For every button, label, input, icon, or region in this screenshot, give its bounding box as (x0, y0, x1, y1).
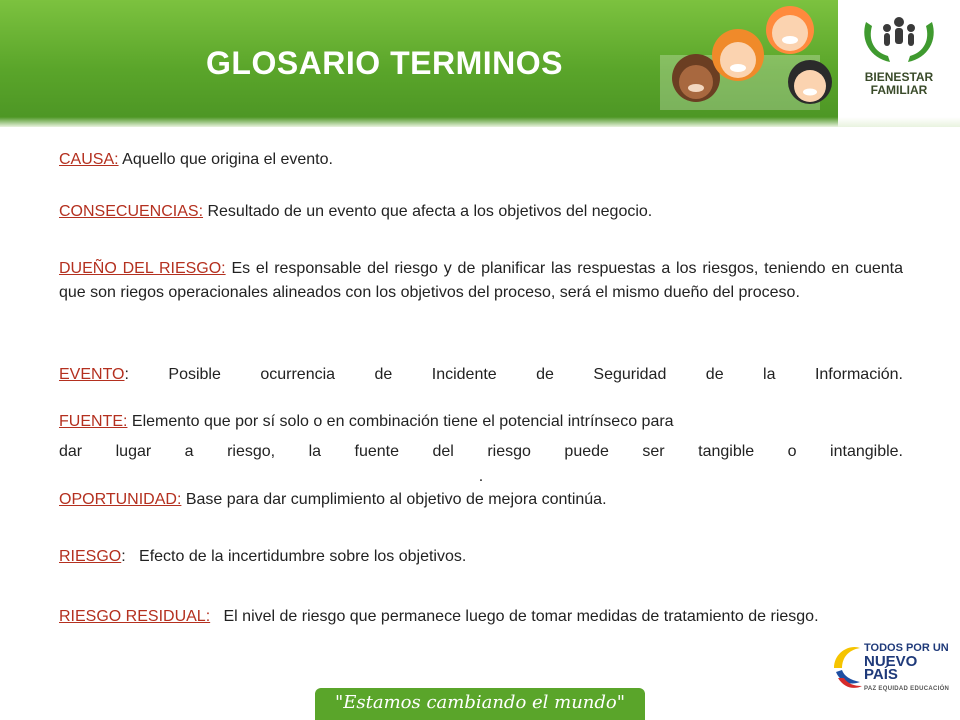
flag-swirl-icon (830, 638, 864, 694)
term-label: RIESGO RESIDUAL: (59, 608, 211, 625)
glossary-item-riesgo-residual (59, 605, 903, 629)
term-definition: Es el responsable del riesgo y de planificar las respuestas a los riesgos, teniendo en cuenta que son riegos operacionales alineados con los objetivos del proceso, será el mismo dueño del proceso. (59, 260, 903, 301)
glossary-item-fuente-continuation: dar lugar a riesgo, la fuente del riesgo puede ser tangible o intangible. (59, 443, 903, 460)
logo-text-line1: BIENESTAR (864, 70, 934, 84)
term-label: FUENTE: (59, 413, 128, 430)
header-banner (0, 0, 960, 127)
glossary-item-oportunidad (59, 488, 903, 512)
term-label: CONSECUENCIAS: (59, 203, 204, 220)
term-label: DUEÑO DEL RIESGO: (59, 260, 226, 277)
term-definition: Resultado de un evento que afecta a los objetivos del negocio. (203, 203, 653, 220)
term-label: CAUSA: (59, 151, 119, 168)
gov-text-line3: PAZ EQUIDAD EDUCACIÓN (864, 686, 950, 692)
gov-text-line1: TODOS POR UN (864, 642, 949, 654)
term-definition: El nivel de riesgo que permanece luego de tomar medidas de tratamiento de riesgo. (210, 608, 819, 625)
glossary-item-causa (59, 148, 903, 172)
gov-logo (830, 638, 950, 698)
term-definition: Base para dar cumplimiento al objetivo de mejora continúa. (181, 491, 607, 508)
glossary-item-consecuencias (59, 200, 903, 224)
term-definition: Posible ocurrencia de Incidente de Seguridad de la Información. (128, 366, 903, 383)
logo-text-line2: FAMILIAR (870, 83, 928, 97)
term-label: OPORTUNIDAD: (59, 491, 182, 508)
term-definition: Efecto de la incertidumbre sobre los objetivos. (125, 548, 467, 565)
gov-text-line2: NUEVO PAÍS (864, 653, 918, 683)
glossary-item-fuente (59, 410, 903, 434)
logo-text (838, 71, 960, 97)
term-definition: Aquello que origina el evento. (118, 151, 333, 168)
term-definition: Elemento que por sí solo o en combinación tiene el potencial intrínseco para (127, 413, 674, 430)
family-hands-icon (838, 0, 960, 70)
stray-dot: . (478, 468, 484, 485)
slogan-text: "Estamos cambiando el mundo" (334, 692, 626, 713)
term-label: RIESGO (59, 548, 122, 565)
slogan-band (315, 688, 645, 720)
gov-text (864, 642, 950, 696)
glossary-item-evento (59, 363, 903, 387)
page-title: GLOSARIO TERMINOS (206, 45, 563, 81)
glossary-item-dueno-del-riesgo (59, 257, 903, 305)
term-label: EVENTO (59, 366, 125, 383)
term-colon: : (121, 548, 126, 565)
bienestar-familiar-logo (838, 0, 960, 127)
term-colon: : (124, 366, 129, 383)
glossary-item-riesgo (59, 545, 903, 569)
children-illustration (660, 0, 840, 115)
